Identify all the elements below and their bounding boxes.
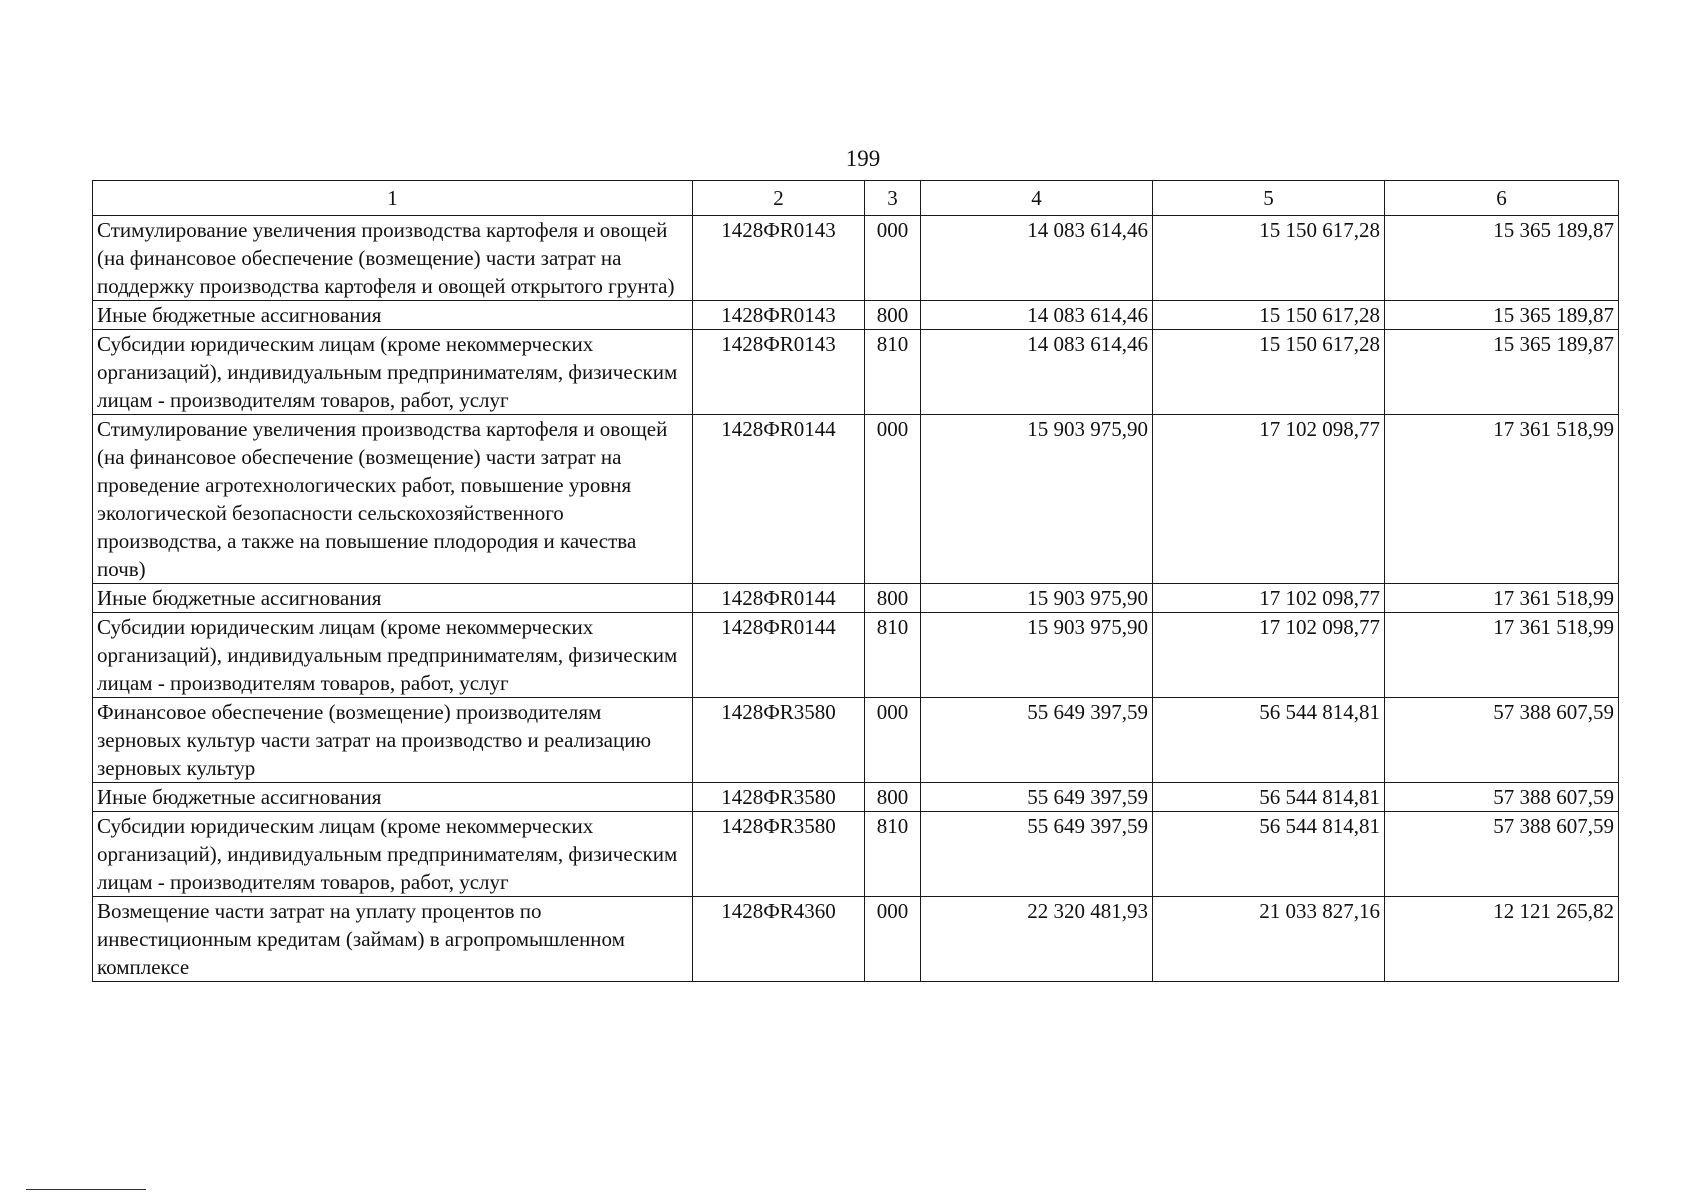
header-col-4: 4 xyxy=(921,181,1153,216)
row-type: 800 xyxy=(865,783,921,812)
row-type: 810 xyxy=(865,330,921,415)
row-code: 1428ФR4360 xyxy=(693,897,865,982)
row-code: 1428ФR0143 xyxy=(693,330,865,415)
row-description: Иные бюджетные ассигнования xyxy=(93,301,693,330)
row-value-4: 14 083 614,46 xyxy=(921,216,1153,301)
row-code: 1428ФR3580 xyxy=(693,783,865,812)
row-code: 1428ФR0143 xyxy=(693,216,865,301)
row-description: Субсидии юридическим лицам (кроме некоммерческих организаций), индивидуальным предпринимателям, физическим лицам - производителям товаров, работ, услуг xyxy=(93,812,693,897)
table-row xyxy=(93,415,1619,584)
table-row xyxy=(93,613,1619,698)
row-description: Субсидии юридическим лицам (кроме некоммерческих организаций), индивидуальным предпринимателям, физическим лицам - производителям товаров, работ, услуг xyxy=(93,613,693,698)
row-value-5: 56 544 814,81 xyxy=(1153,783,1385,812)
row-type: 000 xyxy=(865,897,921,982)
row-code: 1428ФR0143 xyxy=(693,301,865,330)
row-value-5: 15 150 617,28 xyxy=(1153,301,1385,330)
row-value-6: 17 361 518,99 xyxy=(1385,613,1619,698)
table-row xyxy=(93,783,1619,812)
table-row xyxy=(93,812,1619,897)
row-value-4: 55 649 397,59 xyxy=(921,783,1153,812)
row-description: Стимулирование увеличения производства картофеля и овощей (на финансовое обеспечение (возмещение) части затрат на поддержку производства картофеля и овощей открытого грунта) xyxy=(93,216,693,301)
row-value-5: 15 150 617,28 xyxy=(1153,330,1385,415)
row-description: Возмещение части затрат на уплату процентов по инвестиционным кредитам (займам) в агропромышленном комплексе xyxy=(93,897,693,982)
row-type: 810 xyxy=(865,812,921,897)
footnote-separator xyxy=(26,1189,146,1190)
row-code: 1428ФR0144 xyxy=(693,613,865,698)
row-value-5: 56 544 814,81 xyxy=(1153,812,1385,897)
table-row xyxy=(93,330,1619,415)
table-row xyxy=(93,698,1619,783)
header-col-2: 2 xyxy=(693,181,865,216)
table-row xyxy=(93,301,1619,330)
row-type: 800 xyxy=(865,584,921,613)
row-value-5: 15 150 617,28 xyxy=(1153,216,1385,301)
row-value-6: 15 365 189,87 xyxy=(1385,330,1619,415)
row-description: Стимулирование увеличения производства картофеля и овощей (на финансовое обеспечение (возмещение) части затрат на проведение агротехнологических работ, повышение уровня экологической безопасности сельскохозяйственного производства, а также на повышение плодородия и качества почв) xyxy=(93,415,693,584)
table-row xyxy=(93,897,1619,982)
table-row xyxy=(93,216,1619,301)
header-col-6: 6 xyxy=(1385,181,1619,216)
row-value-5: 56 544 814,81 xyxy=(1153,698,1385,783)
row-type: 000 xyxy=(865,698,921,783)
row-code: 1428ФR3580 xyxy=(693,698,865,783)
row-value-6: 57 388 607,59 xyxy=(1385,698,1619,783)
page-number: 199 xyxy=(845,146,881,171)
row-value-4: 14 083 614,46 xyxy=(921,301,1153,330)
row-type: 000 xyxy=(865,415,921,584)
header-col-5: 5 xyxy=(1153,181,1385,216)
row-value-6: 15 365 189,87 xyxy=(1385,301,1619,330)
row-value-5: 21 033 827,16 xyxy=(1153,897,1385,982)
row-value-4: 55 649 397,59 xyxy=(921,698,1153,783)
row-description: Финансовое обеспечение (возмещение) производителям зерновых культур части затрат на производство и реализацию зерновых культур xyxy=(93,698,693,783)
row-value-5: 17 102 098,77 xyxy=(1153,613,1385,698)
table-header-row xyxy=(93,181,1619,216)
budget-table xyxy=(92,180,1619,982)
row-description: Субсидии юридическим лицам (кроме некоммерческих организаций), индивидуальным предпринимателям, физическим лицам - производителям товаров, работ, услуг xyxy=(93,330,693,415)
row-value-4: 22 320 481,93 xyxy=(921,897,1153,982)
row-value-6: 17 361 518,99 xyxy=(1385,584,1619,613)
row-description: Иные бюджетные ассигнования xyxy=(93,584,693,613)
row-value-6: 15 365 189,87 xyxy=(1385,216,1619,301)
row-value-6: 57 388 607,59 xyxy=(1385,812,1619,897)
row-value-6: 17 361 518,99 xyxy=(1385,415,1619,584)
table-row xyxy=(93,584,1619,613)
row-value-4: 15 903 975,90 xyxy=(921,415,1153,584)
row-value-5: 17 102 098,77 xyxy=(1153,584,1385,613)
row-code: 1428ФR0144 xyxy=(693,415,865,584)
header-col-1: 1 xyxy=(93,181,693,216)
row-value-4: 15 903 975,90 xyxy=(921,584,1153,613)
row-value-5: 17 102 098,77 xyxy=(1153,415,1385,584)
row-value-4: 55 649 397,59 xyxy=(921,812,1153,897)
row-value-6: 57 388 607,59 xyxy=(1385,783,1619,812)
row-type: 000 xyxy=(865,216,921,301)
row-type: 810 xyxy=(865,613,921,698)
row-type: 800 xyxy=(865,301,921,330)
row-value-4: 14 083 614,46 xyxy=(921,330,1153,415)
row-code: 1428ФR3580 xyxy=(693,812,865,897)
row-code: 1428ФR0144 xyxy=(693,584,865,613)
row-description: Иные бюджетные ассигнования xyxy=(93,783,693,812)
row-value-4: 15 903 975,90 xyxy=(921,613,1153,698)
header-col-3: 3 xyxy=(865,181,921,216)
row-value-6: 12 121 265,82 xyxy=(1385,897,1619,982)
